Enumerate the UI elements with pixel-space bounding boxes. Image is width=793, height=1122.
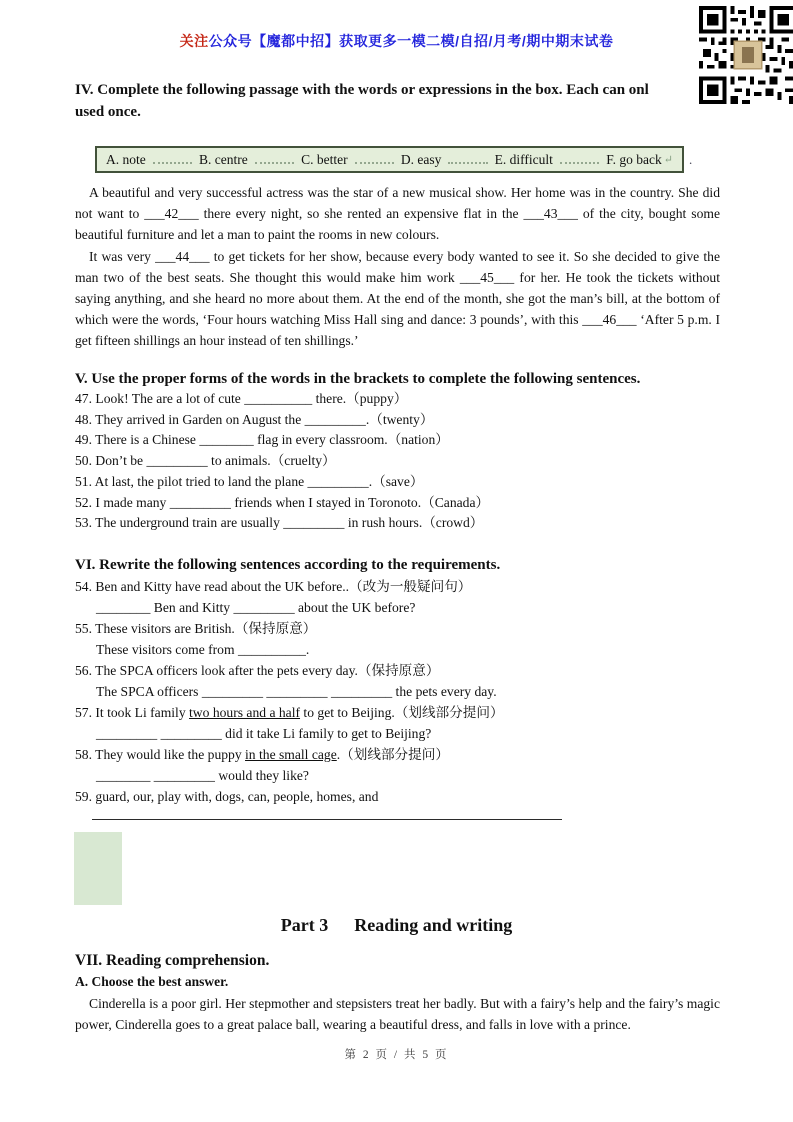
section4-title-line1: IV. Complete the following passage with the words or expressions in the box. Each can onl <box>75 82 649 98</box>
question-58 <box>75 744 735 765</box>
section4-title-line2: used once. <box>75 104 141 120</box>
question-56 <box>75 660 735 681</box>
question-58-text: 58. They would like the puppy <box>75 747 246 762</box>
question-49: 49. There is a Chinese ________ flag in every classroom.（nation） <box>75 432 449 448</box>
question-47: 47. Look! The are a lot of cute __________ there.（puppy） <box>75 391 408 406</box>
word-option-c: C. better <box>301 151 348 167</box>
answer-blank-line-59 <box>92 819 562 820</box>
answer-57: _________ _________ did it take Li family to get to Beijing? <box>96 726 432 741</box>
after-box-period: . <box>689 152 693 167</box>
green-highlight-rect <box>74 832 122 905</box>
word-bank-box <box>95 146 684 173</box>
promo-header-blue-text: 公众号【魔都中招】获取更多一模二模/自招/月考/期中期末试卷 <box>208 33 614 49</box>
question-58-tail: .（划线部分提问） <box>336 747 449 762</box>
answer-54: ________ Ben and Kitty _________ about the UK before? <box>96 600 416 615</box>
section4-title <box>75 79 723 123</box>
answer-56: The SPCA officers _________ _________ _________ the pets every day. <box>96 684 497 699</box>
question-57 <box>75 702 735 723</box>
question-48: 48. They arrived in Garden on August the _________.（twenty） <box>75 411 434 427</box>
cloze-paragraph-2: It was very ___44___ to get tickets for her show, because every body wanted to see it. So she decided to give the man two of the best seats. She thought this would make him work ___45___ for her. He took the tickets without saying anything, and she heard no more about them. At the end of the month, she got the man’s bill, at the bottom of which were the words, ‘Four hours watching Miss Hall sing and dance: 3 pounds’, with this ___46___ ‘After 5 p.m. I get fifteen shillings an hour instead of ten shillings.’ <box>75 248 720 349</box>
question-53: 53. The underground train are usually _________ in rush hours.（crowd） <box>75 515 484 531</box>
word-option-f: F. go back <box>606 151 662 167</box>
question-59-text: 59. guard, our, play with, dogs, can, people, homes, and <box>75 789 379 804</box>
section7-title: VII. Reading comprehension. <box>75 952 270 969</box>
question-54 <box>75 576 735 597</box>
part3-label: Part 3 <box>280 915 329 935</box>
question-59 <box>75 786 735 807</box>
word-option-e: E. difficult <box>494 151 553 167</box>
answer-58: ________ _________ would they like? <box>96 768 309 783</box>
part3-heading <box>0 915 793 936</box>
page-number-footer: 第 2 页 / 共 5 页 <box>344 1049 449 1061</box>
section6-title: VI. Rewrite the following sentences according to the requirements. <box>75 557 501 573</box>
section7-sub-a: A. Choose the best answer. <box>75 974 229 989</box>
question-56-text: 56. The SPCA officers look after the pets every day.（保持原意） <box>75 663 440 678</box>
return-mark-icon: ↵ <box>663 154 673 166</box>
promo-header <box>0 31 793 51</box>
question-51: 51. At last, the pilot tried to land the plane _________.（save） <box>75 473 424 489</box>
cloze-paragraph-1: A beautiful and very successful actress was the star of a new musical show. Her home was in the country. She did not want to ___42___ there every night, so she rented an expensive flat in the ___43___ of the city, bought some beautiful furniture and let a man to paint the rooms in new colours. <box>75 185 720 243</box>
dot-leader <box>355 162 394 164</box>
reading-passage <box>75 993 720 1035</box>
dot-leader <box>448 162 487 164</box>
dot-leader <box>153 162 192 164</box>
promo-header-red-text: 关注 <box>179 33 209 49</box>
cloze-passage <box>75 182 720 352</box>
question-52: 52. I made many _________ friends when I stayed in Toronoto.（Canada） <box>75 494 490 510</box>
dot-leader <box>255 162 294 164</box>
part3-title: Reading and writing <box>354 915 513 935</box>
question-57-underlined: two hours and a half <box>189 705 301 720</box>
question-57-text: 57. It took Li family <box>75 705 190 720</box>
question-50: 50. Don’t be _________ to animals.（cruelty） <box>75 453 336 469</box>
word-option-a: A. note <box>106 151 146 167</box>
question-55-text: 55. These visitors are British.（保持原意） <box>75 621 317 636</box>
section5-title: V. Use the proper forms of the words in the brackets to complete the following sentences. <box>75 371 641 387</box>
answer-55: These visitors come from __________. <box>96 642 310 657</box>
question-55 <box>75 618 735 639</box>
dot-leader <box>560 162 599 164</box>
question-58-underlined: in the small cage <box>245 747 337 762</box>
question-54-text: 54. Ben and Kitty have read about the UK before..（改为一般疑问句） <box>75 579 472 594</box>
section5-items <box>75 389 735 534</box>
reading-paragraph: Cinderella is a poor girl. Her stepmother and stepsisters treat her badly. But with a fairy’s help and the fairy’s magic power, Cinderella goes to a great palace ball, wearing a beautiful dress, and falls in love with a prince. <box>75 996 720 1033</box>
word-option-b: B. centre <box>199 151 248 167</box>
word-option-d: D. easy <box>400 151 442 167</box>
question-57-tail: to get to Beijing.（划线部分提问） <box>300 705 504 720</box>
section6-items <box>75 576 735 807</box>
